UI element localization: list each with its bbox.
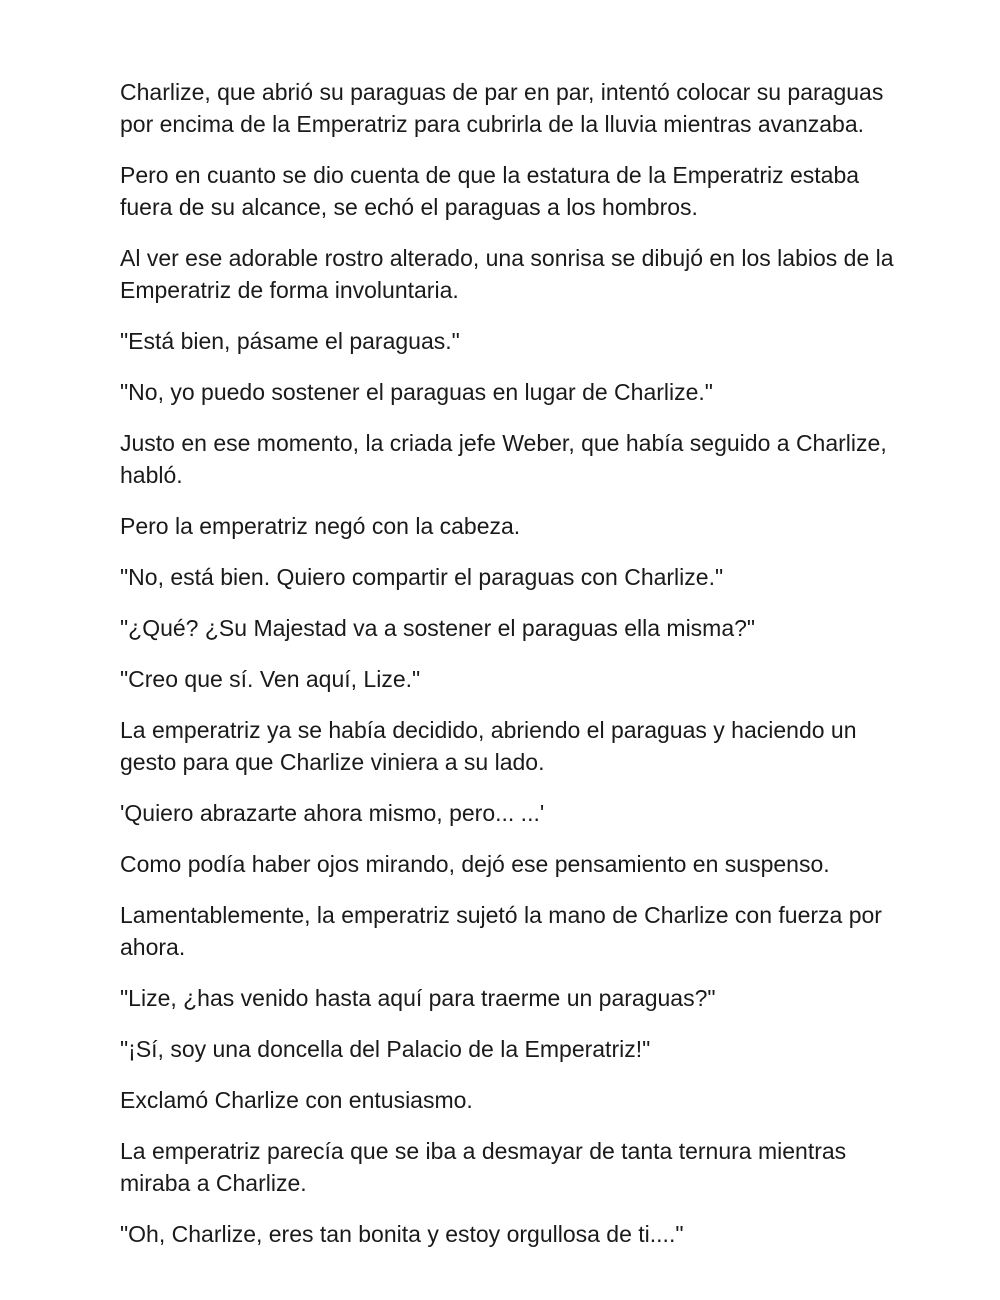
paragraph: "¡Sí, soy una doncella del Palacio de la Emperatriz!": [120, 1036, 651, 1062]
paragraph: Justo en ese momento, la criada jefe Weber, que había seguido a Charlize, habló.: [120, 430, 887, 488]
paragraph: Charlize, que abrió su paraguas de par en par, intentó colocar su paraguas por encima de la Emperatriz para cubrirla de la lluvia mientras avanzaba.: [120, 79, 884, 137]
paragraph: Pero la emperatriz negó con la cabeza.: [120, 513, 521, 539]
paragraph: Lamentablemente, la emperatriz sujetó la mano de Charlize con fuerza por ahora.: [120, 902, 882, 960]
paragraph: Pero en cuanto se dio cuenta de que la estatura de la Emperatriz estaba fuera de su alcance, se echó el paraguas a los hombros.: [120, 162, 860, 220]
paragraph: "No, está bien. Quiero compartir el paraguas con Charlize.": [120, 564, 724, 590]
paragraph: "Oh, Charlize, eres tan bonita y estoy orgullosa de ti....": [120, 1221, 684, 1247]
document-body: [120, 76, 900, 1269]
paragraph: Como podía haber ojos mirando, dejó ese pensamiento en suspenso.: [120, 851, 830, 877]
paragraph: "Creo que sí. Ven aquí, Lize.": [120, 666, 421, 692]
paragraph: "Lize, ¿has venido hasta aquí para traerme un paraguas?": [120, 985, 716, 1011]
paragraph: Al ver ese adorable rostro alterado, una sonrisa se dibujó en los labios de la Emperatriz de forma involuntaria.: [120, 245, 894, 303]
paragraph: La emperatriz parecía que se iba a desmayar de tanta ternura mientras miraba a Charlize.: [120, 1138, 847, 1196]
paragraph: Exclamó Charlize con entusiasmo.: [120, 1087, 473, 1113]
paragraph: "¿Qué? ¿Su Majestad va a sostener el paraguas ella misma?": [120, 615, 756, 641]
paragraph: "Está bien, pásame el paraguas.": [120, 328, 460, 354]
paragraph: "No, yo puedo sostener el paraguas en lugar de Charlize.": [120, 379, 713, 405]
paragraph: La emperatriz ya se había decidido, abriendo el paraguas y haciendo un gesto para que Charlize viniera a su lado.: [120, 717, 857, 775]
paragraph: 'Quiero abrazarte ahora mismo, pero... ...': [120, 800, 545, 826]
